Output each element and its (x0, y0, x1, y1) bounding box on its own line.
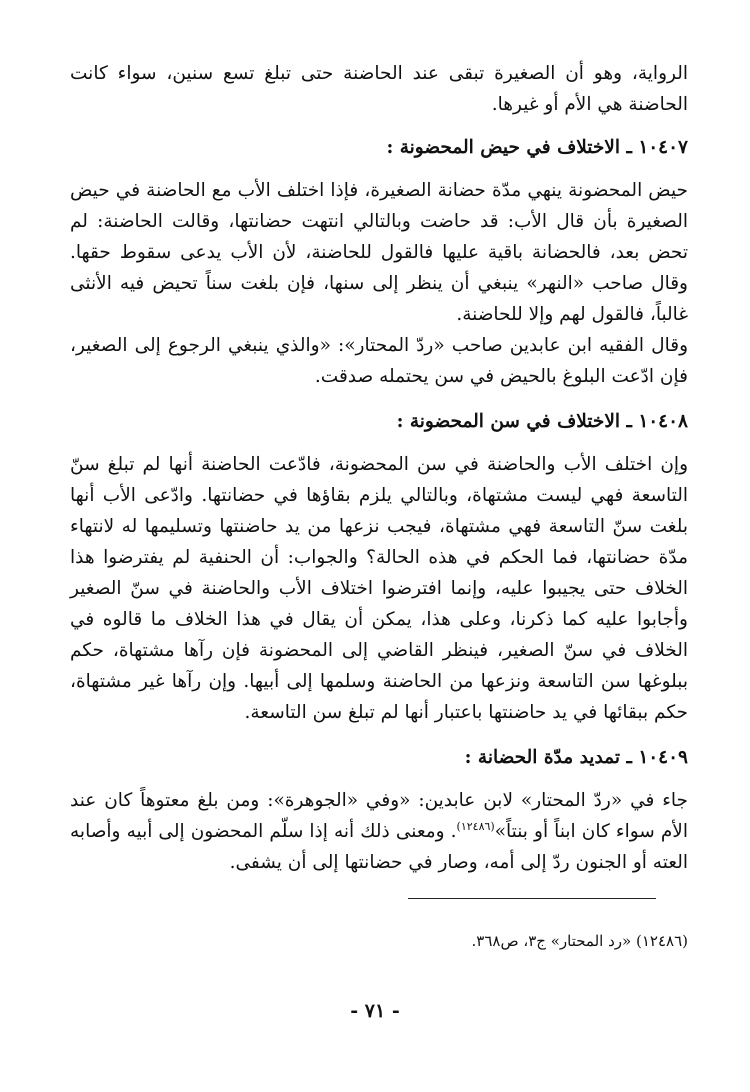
section-heading-10408: ١٠٤٠٨ ـ الاختلاف في سن المحضونة : (396, 411, 688, 432)
footnote-divider (408, 898, 656, 899)
paragraph-10408: وإن اختلف الأب والحاضنة في سن المحضونة، فادّعت الحاضنة أنها لم تبلغ سنّ التاسعة فهي ليست مشتهاة، وبالتالي يلزم بقاؤها في حضانتها. وادّعى الأب أنها بلغت سنّ التاسعة فهي مشتهاة، فيجب نزعها من يد حاضنتها وتسليمها له لانتهاء مدّة حضانتها، فما الحكم في هذه الحالة؟ والجواب: أن الحنفية لم يفترضوا هذا الخلاف حتى يجيبوا عليه، وإنما افترضوا اختلاف الأب والحاضنة في سنّ الصغير وأجابوا عليه كما ذكرنا، وعلى هذا، يمكن أن يقال في هذا الخلاف ما قالوه في الخلاف في سنّ الصغير، فينظر القاضي إلى المحضونة فإن رآها مشتهاة، حكم ببلوغها سن التاسعة ونزعها من الحاضنة وسلمها إلى أبيها. وإن رآها غير مشتهاة، حكم ببقائها في يد حاضنتها باعتبار أنها لم تبلغ سن التاسعة. (70, 454, 688, 723)
paragraph-10407-b: وقال الفقيه ابن عابدين صاحب «ردّ المحتار»: «والذي ينبغي الرجوع إلى الصغير، فإن ادّعت البلوغ بالحيض في سن يحتمله صدقت. (70, 335, 688, 387)
footnote-reference[interactable]: (١٢٤٨٦) (456, 819, 495, 833)
main-text-column (70, 58, 688, 878)
section-heading-10409: ١٠٤٠٩ ـ تمديد مدّة الحضانة : (464, 747, 688, 768)
paragraph-10409 (70, 785, 688, 878)
paragraph-10409-text-start: جاء في «ردّ المحتار» لابن عابدين: «وفي «الجوهرة»: ومن بلغ معتوهاً كان عند الأم سواء كان ابناً أو بنتاً» (70, 790, 688, 842)
footnote-text: (١٢٤٨٦) «رد المحتار» ج٣، ص٣٦٨. (471, 932, 688, 950)
paragraph-10407-a: حيض المحضونة ينهي مدّة حضانة الصغيرة، فإذا اختلف الأب مع الحاضنة في حيض الصغيرة بأن قال الأب: قد حاضت وبالتالي انتهت حضانتها، وقالت الحاضنة: لم تحض بعد، فالحضانة باقية عليها فالقول للحاضنة، لأن الأب يدعى سقوط حقها. وقال صاحب «النهر» ينبغي أن ينظر إلى سنها، فإن بلغت سناً تحيض فيه الأنثى غالباً، فالقول لهم وإلا للحاضنة. (70, 180, 688, 325)
paragraph-10409-text-end: . ومعنى ذلك أنه إذا سلّم المحضون إلى أبيه وأصابه العته أو الجنون ردّ إلى أمه، وصار في حضانتها إلى أن يشفى. (70, 821, 688, 873)
page-number: - ٧١ - (350, 1000, 400, 1022)
intro-paragraph: الرواية، وهو أن الصغيرة تبقى عند الحاضنة حتى تبلغ تسع سنين، سواء كانت الحاضنة هي الأم أو غيرها. (70, 63, 688, 115)
section-heading-10407: ١٠٤٠٧ ـ الاختلاف في حيض المحضونة : (386, 137, 688, 158)
